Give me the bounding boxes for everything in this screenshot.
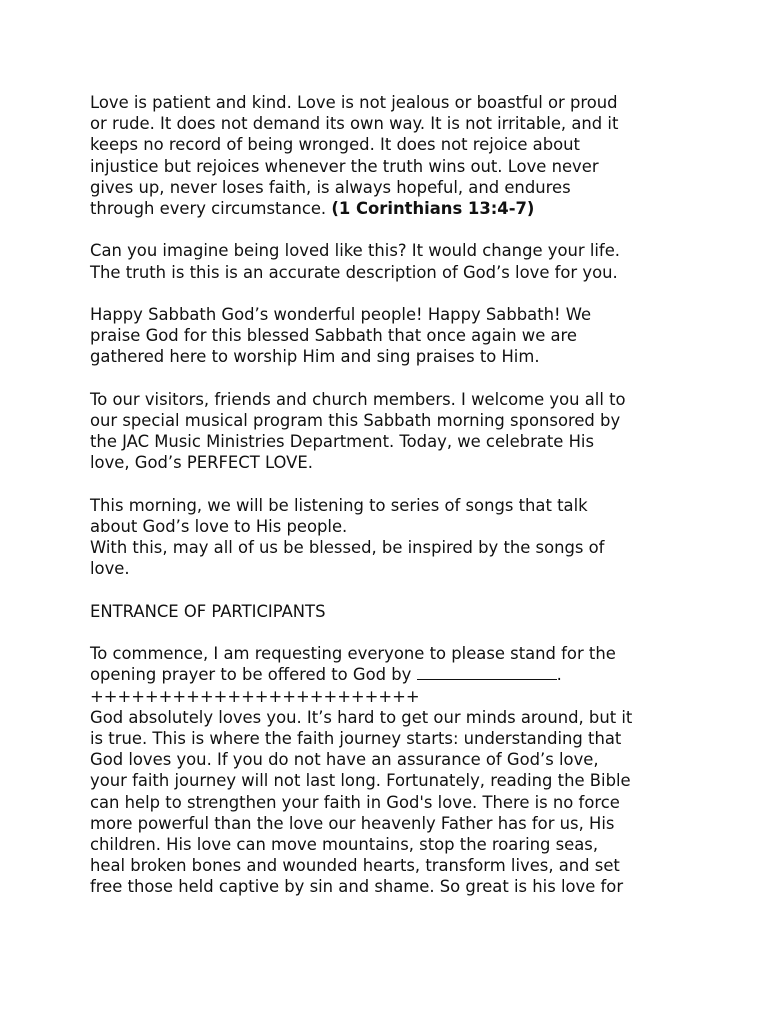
paragraph-opening-prayer bbox=[90, 643, 690, 707]
section-heading-entrance bbox=[90, 601, 690, 622]
text-line: Can you imagine being loved like this? It would change your life. bbox=[90, 241, 620, 261]
text-line: more powerful than the love our heavenly Father has for us, His bbox=[90, 813, 615, 833]
text-line: or rude. It does not demand its own way. It is not irritable, and it bbox=[90, 114, 619, 134]
text-fragment: . bbox=[556, 665, 562, 685]
text-line: is true. This is where the faith journey starts: understanding that bbox=[90, 729, 622, 748]
document-page bbox=[90, 92, 690, 919]
text-line: can help to strengthen your faith in God's love. There is no force bbox=[90, 792, 620, 812]
fill-in-blank bbox=[417, 664, 557, 680]
paragraph-gods-love bbox=[90, 707, 690, 898]
text-line: heal broken bones and wounded hearts, transform lives, and set bbox=[90, 856, 620, 876]
text-line: The truth is this is an accurate description of God’s love for you. bbox=[90, 262, 618, 282]
separator-line: ++++++++++++++++++++++++ bbox=[90, 686, 420, 706]
text-line: Love is patient and kind. Love is not jealous or boastful or proud bbox=[90, 93, 618, 112]
text-line: ENTRANCE OF PARTICIPANTS bbox=[90, 601, 326, 621]
paragraph-greeting bbox=[90, 304, 690, 368]
text-line: free those held captive by sin and shame. So great is his love for bbox=[90, 877, 624, 897]
text-fragment: opening prayer to be offered to God by bbox=[90, 665, 417, 685]
text-line: gathered here to worship Him and sing praises to Him. bbox=[90, 347, 540, 367]
text-line: praise God for this blessed Sabbath that once again we are bbox=[90, 326, 577, 346]
text-line: the JAC Music Ministries Department. Today, we celebrate His bbox=[90, 432, 594, 452]
text-line: your faith journey will not last long. Fortunately, reading the Bible bbox=[90, 771, 631, 791]
text-line: injustice but rejoices whenever the truth wins out. Love never bbox=[90, 156, 599, 176]
paragraph-welcome bbox=[90, 389, 690, 474]
text-line: To commence, I am requesting everyone to please stand for the bbox=[90, 644, 616, 664]
text-line-with-reference bbox=[90, 198, 690, 219]
paragraph-songs bbox=[90, 495, 690, 580]
text-line: Happy Sabbath God’s wonderful people! Happy Sabbath! We bbox=[90, 305, 592, 324]
paragraph-imagine bbox=[90, 240, 690, 282]
text-fragment: through every circumstance. bbox=[90, 199, 332, 219]
text-line: God loves you. If you do not have an assurance of God’s love, bbox=[90, 750, 599, 770]
text-line: children. His love can move mountains, stop the roaring seas, bbox=[90, 835, 599, 855]
text-line: about God’s love to His people. bbox=[90, 517, 348, 536]
text-line: This morning, we will be listening to series of songs that talk bbox=[90, 495, 588, 515]
text-line: To our visitors, friends and church members. I welcome you all to bbox=[90, 389, 626, 409]
text-line: God absolutely loves you. It’s hard to get our minds around, but it bbox=[90, 707, 633, 727]
text-line: love, God’s PERFECT LOVE. bbox=[90, 453, 313, 473]
text-line: With this, may all of us be blessed, be inspired by the songs of bbox=[90, 538, 605, 558]
paragraph-scripture bbox=[90, 92, 690, 219]
text-line: keeps no record of being wronged. It does not rejoice about bbox=[90, 135, 580, 155]
text-line: our special musical program this Sabbath morning sponsored by bbox=[90, 411, 621, 430]
text-line: gives up, never loses faith, is always hopeful, and endures bbox=[90, 177, 571, 197]
text-line: love. bbox=[90, 559, 130, 579]
text-line-with-blank bbox=[90, 664, 690, 685]
scripture-reference: (1 Corinthians 13:4-7) bbox=[331, 199, 535, 219]
